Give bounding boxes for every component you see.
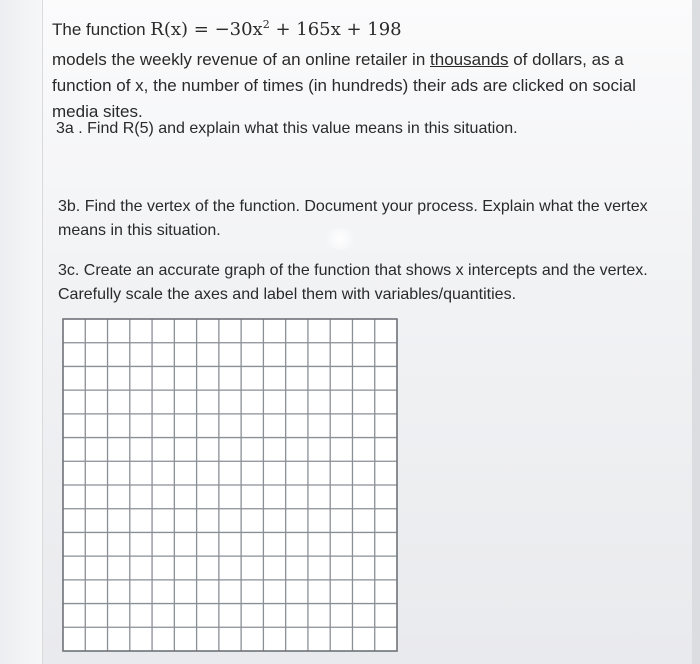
question-3b: 3b. Find the vertex of the function. Document your process. Explain what the vertex means in this situation. (58, 198, 648, 239)
description-after: of dollars, as a function of x, the number of times (in hundreds) their ads are clicked on social media sites. (52, 50, 636, 121)
function-intro: The function (52, 20, 146, 39)
description-underlined-word: thousands (430, 50, 509, 69)
function-statement (52, 10, 402, 45)
graph-paper-grid[interactable] (62, 318, 398, 652)
function-formula: $R(x) = -30x^2 + 165x + 198$ (150, 18, 402, 40)
problem-description (52, 47, 672, 125)
formula-exponent: 2 (262, 18, 270, 31)
paper-left-margin (0, 0, 43, 664)
paper-right-edge (692, 0, 700, 664)
description-before: models the weekly revenue of an online retailer in (52, 50, 426, 69)
question-3a: 3a . Find R(5) and explain what this value means in this situation. (56, 120, 518, 137)
question-3c: 3c. Create an accurate graph of the function that shows x intercepts and the vertex. Carefully scale the axes and label them with variables/quantities. (58, 262, 648, 303)
